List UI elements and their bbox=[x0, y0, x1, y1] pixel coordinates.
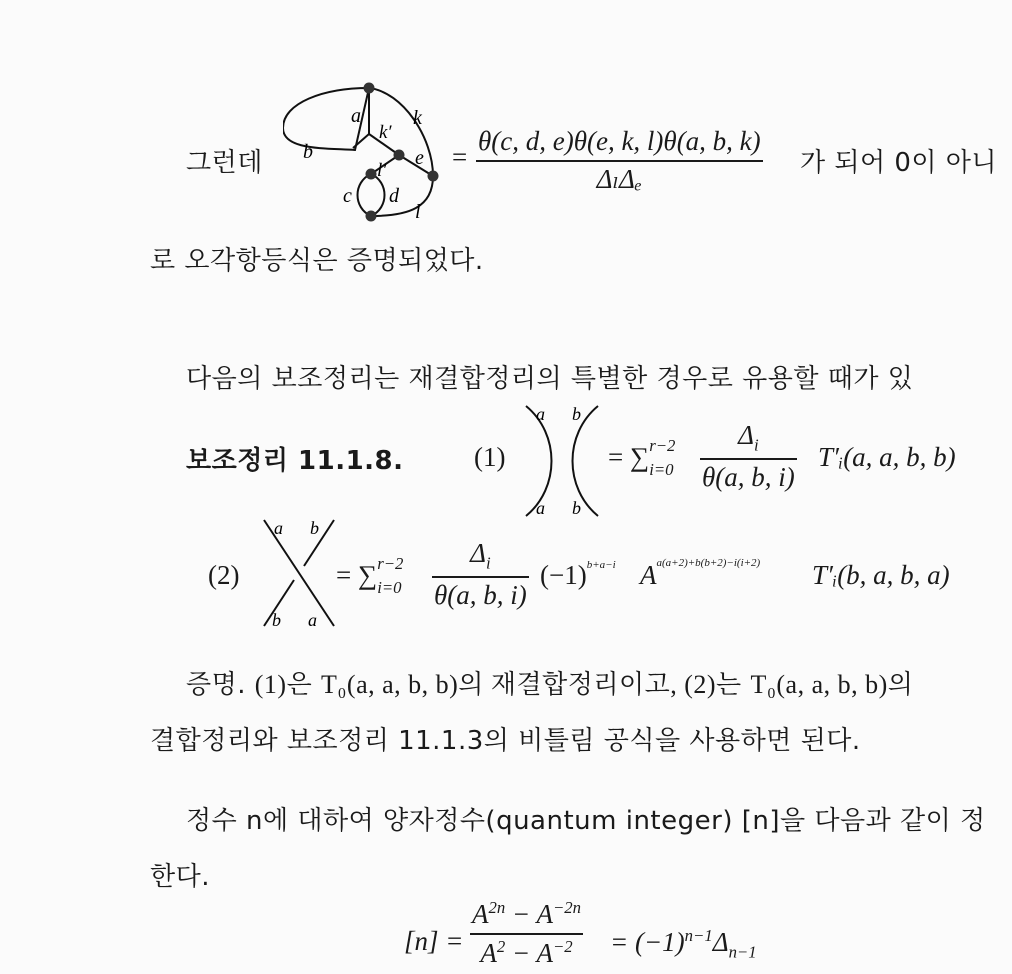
two-arcs-diagram bbox=[516, 402, 606, 520]
para-line2: 한다. bbox=[150, 862, 210, 892]
arc-label-tl: a bbox=[536, 404, 545, 424]
arc-label-br: b bbox=[572, 498, 581, 518]
fraction-bar bbox=[476, 160, 763, 162]
lemma2-A-factor: $A^{a(a+2)+b(b+2)-i(i+2)}$ bbox=[640, 557, 761, 590]
line1-suffix: 가 되어 0이 아니 bbox=[800, 148, 998, 178]
label-e: e bbox=[415, 147, 424, 169]
lemma2-equals-sum: = ∑ r−2 i=0 bbox=[336, 554, 404, 597]
line1-prefix: 그런데 bbox=[186, 148, 263, 178]
label-l: l bbox=[415, 201, 421, 223]
cross-label-br: a bbox=[308, 610, 317, 630]
quantum-rhs: = $(-1)^{n-1}\Delta_{n-1}$ bbox=[610, 926, 757, 962]
lemma-title: 보조정리 11.1.8. bbox=[186, 446, 404, 476]
lemma2-fraction: $\Delta_i$ θ(a, b, i) bbox=[434, 538, 527, 610]
cross-label-bl: b bbox=[272, 610, 281, 630]
quantum-n: [n] = bbox=[404, 926, 464, 956]
cross-label-tl: a bbox=[274, 518, 283, 538]
proof-label: 증명. bbox=[186, 670, 246, 700]
equals-sign-1: = bbox=[452, 142, 468, 172]
lemma-part2-rhs: T′ᵢ(b, a, b, a) bbox=[812, 560, 950, 590]
lemma1-fraction: $\Delta_i$ θ(a, b, i) bbox=[702, 420, 795, 492]
proof-line1: 증명. (1)은 T₀(a, a, b, b)의 재결합정리이고, (2)는 T₀(a, a, b, b)의 bbox=[186, 670, 914, 700]
para-line1: 정수 n에 대하여 양자정수(quantum integer) [n]을 다음과 같이 정 bbox=[186, 806, 986, 836]
quantum-fraction: $A^{2n} - A^{-2n}$ $A^2 - A^{-2}$ bbox=[472, 898, 581, 968]
cross-label-tr: b bbox=[310, 518, 319, 538]
lemma-part1-label: (1) bbox=[474, 442, 506, 472]
label-b: b bbox=[303, 141, 313, 163]
crossing-diagram bbox=[254, 514, 344, 632]
proof-line2: 결합정리와 보조정리 11.1.3의 비틀림 공식을 사용하면 된다. bbox=[150, 726, 861, 756]
theta-fraction bbox=[476, 126, 763, 195]
lemma1-equals-sum: = ∑ r−2 i=0 bbox=[608, 436, 676, 479]
arc-label-bl: a bbox=[536, 498, 545, 518]
arc-label-tr: b bbox=[572, 404, 581, 424]
theta-fraction-denominator: ΔₗΔₑ bbox=[596, 163, 642, 194]
label-k: k bbox=[413, 107, 422, 129]
line3-text: 다음의 보조정리는 재결합정리의 특별한 경우로 유용할 때가 있 bbox=[186, 364, 914, 394]
theta-fraction-numerator: θ(c, d, e)θ(e, k, l)θ(a, b, k) bbox=[478, 126, 761, 156]
label-a: a bbox=[351, 105, 361, 127]
theta-graph-diagram bbox=[283, 78, 443, 228]
lemma-part2-label: (2) bbox=[208, 560, 240, 590]
label-l-prime: l′ bbox=[377, 160, 387, 181]
line2-text: 로 오각항등식은 증명되었다. bbox=[150, 246, 484, 276]
label-d: d bbox=[389, 185, 399, 207]
lemma2-sign-factor: $(-1)^{b+a-i}$ bbox=[540, 559, 616, 590]
lemma-part1-rhs: T′ᵢ(a, a, b, b) bbox=[818, 442, 956, 472]
label-c: c bbox=[343, 185, 352, 207]
label-k-prime: k′ bbox=[379, 122, 392, 143]
